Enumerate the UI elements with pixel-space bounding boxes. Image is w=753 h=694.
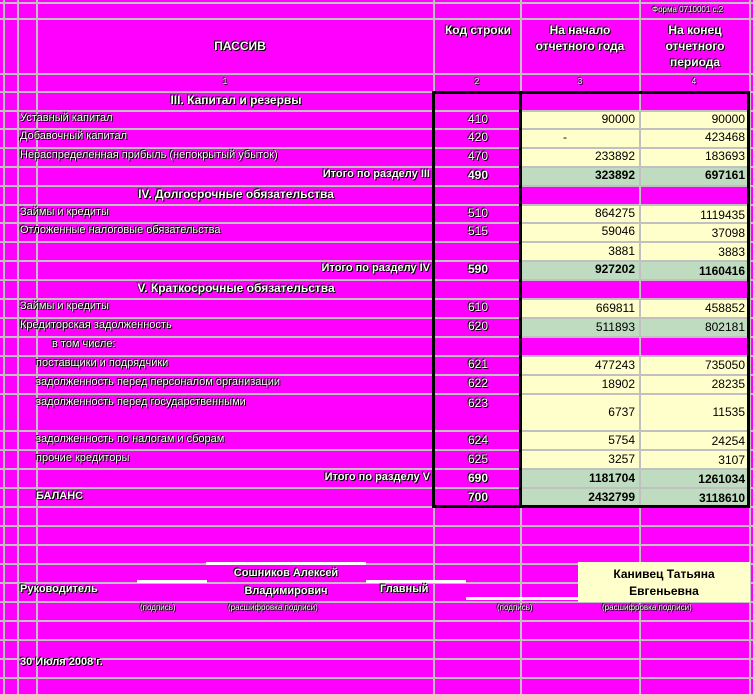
value-start: 669811 bbox=[595, 301, 635, 315]
value-start: 6737 bbox=[608, 405, 635, 419]
row-code: 490 bbox=[467, 168, 489, 182]
header-passiv: ПАССИВ bbox=[214, 39, 266, 53]
row-code: 625 bbox=[467, 452, 489, 466]
row-label: задолженность перед государственными bbox=[36, 396, 246, 408]
value-start: 5754 bbox=[608, 433, 635, 447]
value-start: 3881 bbox=[608, 244, 635, 258]
head-sign-hint: (подпись) bbox=[140, 603, 176, 612]
section-heading-shortterm: V. Краткосрочные обязательства bbox=[137, 281, 335, 295]
balance-end: 3118610 bbox=[698, 491, 745, 505]
signature-line bbox=[137, 580, 207, 583]
value-end: 37098 bbox=[711, 226, 745, 240]
balance-start: 2432799 bbox=[588, 490, 635, 504]
row-code: 515 bbox=[467, 224, 489, 238]
total-label: Итого по разделу III bbox=[322, 168, 430, 180]
value-start: 477243 bbox=[594, 358, 635, 372]
chief-sign-hint: (подпись) bbox=[497, 603, 533, 612]
row-label: Кредиторская задолженность bbox=[20, 319, 172, 331]
value-end: 1119435 bbox=[700, 208, 745, 222]
row-label: прочие кредиторы bbox=[36, 452, 130, 464]
header-start: На начало отчетного года bbox=[535, 23, 625, 53]
chief-name: Канивец Татьяна Евгеньевна bbox=[613, 567, 715, 598]
value-start: 3257 bbox=[608, 452, 635, 466]
col-number-3: 3 bbox=[577, 77, 583, 86]
col-number-4: 4 bbox=[691, 77, 697, 86]
value-start: 18902 bbox=[601, 377, 635, 391]
total-start: 1181704 bbox=[588, 471, 635, 485]
value-start: - bbox=[563, 130, 567, 144]
block-border bbox=[432, 505, 750, 508]
value-end: 183693 bbox=[704, 149, 745, 163]
form-code: Форма 0710001 с.2 bbox=[652, 5, 724, 14]
value-end: 90000 bbox=[711, 112, 745, 126]
value-end: 802181 bbox=[704, 320, 745, 334]
value-end: 11535 bbox=[712, 405, 745, 419]
total-label: Итого по разделу V bbox=[324, 471, 430, 483]
row-label: поставщики и подрядчики bbox=[36, 357, 169, 369]
total-label: Итого по разделу IV bbox=[321, 262, 430, 274]
grid-line bbox=[0, 620, 753, 622]
row-code: 690 bbox=[467, 471, 489, 485]
grid-line bbox=[0, 658, 753, 660]
grid-line bbox=[3, 0, 5, 694]
grid-line bbox=[0, 544, 753, 546]
row-code: 624 bbox=[467, 433, 489, 447]
grid-line bbox=[17, 0, 19, 694]
block-border bbox=[432, 91, 435, 508]
head-decode-hint: (расшифровка подписи) bbox=[228, 603, 318, 612]
value-start: 90000 bbox=[601, 112, 635, 126]
grid-line bbox=[0, 639, 753, 641]
row-label-including: в том числе: bbox=[52, 338, 116, 350]
row-label: Нераспределенная прибыль (непокрытый убыток) bbox=[20, 149, 278, 161]
row-label: Добавочный капитал bbox=[20, 130, 128, 142]
row-code: 510 bbox=[467, 206, 489, 220]
row-code: 622 bbox=[467, 376, 489, 390]
row-code: 590 bbox=[467, 262, 489, 276]
grid-line bbox=[0, 18, 753, 20]
grid-line bbox=[0, 525, 753, 527]
col-number-1: 1 bbox=[222, 77, 228, 86]
value-end: 735050 bbox=[704, 358, 745, 372]
value-start: 511893 bbox=[595, 320, 635, 334]
value-end: 423468 bbox=[704, 130, 745, 144]
row-label: Займы и кредиты bbox=[20, 206, 109, 218]
row-code: 623 bbox=[467, 396, 489, 410]
row-code: 620 bbox=[467, 319, 489, 333]
section-heading-capital: III. Капитал и резервы bbox=[170, 93, 302, 107]
value-end: 3107 bbox=[718, 453, 745, 467]
row-code: 610 bbox=[467, 300, 489, 314]
header-code: Код строки bbox=[444, 23, 512, 37]
row-label: Уставный капитал bbox=[20, 112, 113, 124]
head-name: Сошников Алексей Владимирович bbox=[233, 567, 339, 597]
row-code: 700 bbox=[467, 490, 489, 504]
total-start: 323892 bbox=[594, 168, 635, 182]
block-border bbox=[432, 91, 750, 94]
grid-line bbox=[0, 73, 753, 75]
row-code: 420 bbox=[467, 130, 489, 144]
section-heading-longterm: IV. Долгосрочные обязательства bbox=[138, 187, 334, 201]
row-code: 410 bbox=[467, 112, 489, 126]
total-start: 927202 bbox=[594, 262, 635, 276]
balance-label: БАЛАНС bbox=[36, 490, 84, 502]
value-start: 59046 bbox=[601, 224, 635, 238]
value-end: 28235 bbox=[711, 377, 745, 391]
total-end: 1160416 bbox=[698, 264, 745, 278]
row-label: Займы и кредиты bbox=[20, 300, 109, 312]
value-end: 24254 bbox=[711, 434, 745, 448]
signature-line bbox=[466, 597, 578, 600]
header-end: На конец отчетного периода bbox=[665, 23, 725, 69]
total-end: 697161 bbox=[704, 168, 745, 182]
total-end: 1261034 bbox=[698, 472, 745, 486]
value-start: 864275 bbox=[594, 206, 635, 220]
value-start: 233892 bbox=[594, 149, 635, 163]
row-label: задолженность по налогам и сборам bbox=[36, 433, 225, 445]
value-end: 458852 bbox=[704, 301, 745, 315]
row-label: задолженность перед персоналом организации bbox=[36, 376, 280, 388]
chief-decode-hint: (расшифровка подписи) bbox=[602, 603, 692, 612]
grid-line bbox=[0, 677, 753, 679]
row-code: 470 bbox=[467, 149, 489, 163]
row-label: Отложенные налоговые обязательства bbox=[20, 224, 221, 236]
report-date: 30 Июля 2008 г. bbox=[20, 656, 103, 668]
chief-title: Главный bbox=[380, 583, 429, 595]
col-number-2: 2 bbox=[474, 77, 480, 86]
row-code: 621 bbox=[467, 357, 489, 371]
grid-line bbox=[0, 2, 753, 4]
value-end: 3883 bbox=[718, 245, 745, 259]
head-title: Руководитель bbox=[20, 583, 98, 595]
